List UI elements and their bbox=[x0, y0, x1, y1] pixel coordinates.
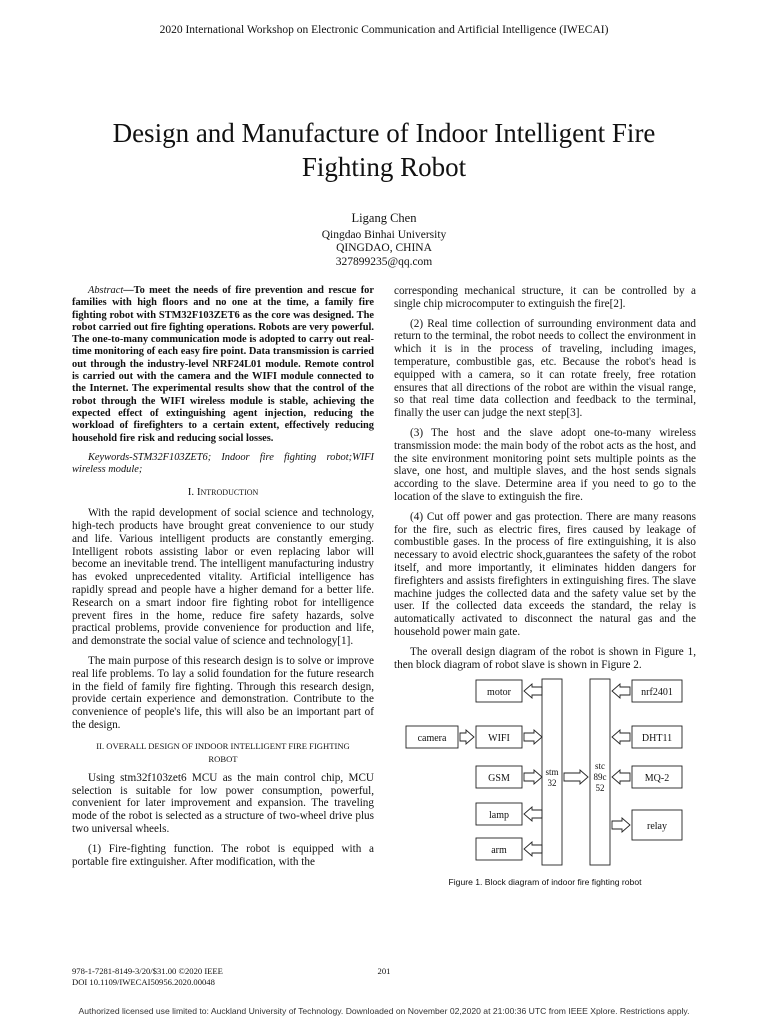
author-block bbox=[234, 212, 534, 269]
arrow-nrf-stc bbox=[612, 684, 630, 698]
stc-label-2: 89c bbox=[593, 772, 607, 783]
stm-label-1: stm bbox=[545, 767, 559, 778]
motor-label: motor bbox=[487, 687, 511, 699]
arm-label: arm bbox=[491, 845, 507, 857]
arrow-stm-arm bbox=[524, 842, 542, 856]
section-heading-introduction: I. Introduction bbox=[187, 486, 259, 499]
stc-label-1: stc bbox=[595, 761, 605, 772]
relay-label: relay bbox=[647, 821, 667, 833]
abstract-text: To meet the needs of fire prevention and rescue for families with high floors and no one at the time, a family fire fighting robot with STM32F103ZET6 as the core was designed. The robot carried out fire fighting operations. Robots are very powerful. The one-to-many communication mode is adopted to carry out real-time monitoring of each easy fire point. Data transmission is carried out through the industry-level NRF24L01 module. Remote control is carried out with the camera and the WIFI module connected to the Internet. The experimental results show that the control of the robot through the WIFI wireless module is stable, achieving the expected effect of extinguishing agent injection, reducing the workload of firefighters to a certain extent, effectively reducing household fire risk and reducing social losses. bbox=[72, 285, 374, 444]
arrow-camera-wifi bbox=[460, 730, 474, 744]
arrow-stm-motor bbox=[524, 684, 542, 698]
design-paragraph-1: Using stm32f103zet6 MCU as the main control chip, MCU selection is suitable for low power consumption, powerful, convenient for later improvement and expansion. The traveling mode of the robot is selected as a structure of two-wheel drive plus two universal wheels. bbox=[72, 771, 374, 835]
section-heading-overall-design: II. OVERALL DESIGN OF INDOOR INTELLIGENT FIRE FIGHTING ROBOT bbox=[96, 740, 350, 764]
arrow-wifi-stm bbox=[524, 730, 542, 744]
author-affiliation: Qingdao Binhai University bbox=[321, 228, 447, 241]
arrow-mq-stc bbox=[612, 770, 630, 784]
stm-label-2: 32 bbox=[547, 778, 557, 789]
nrf-label: nrf2401 bbox=[641, 687, 673, 699]
page-number: 201 bbox=[377, 966, 391, 976]
title-line-2: Fighting Robot bbox=[301, 152, 467, 182]
right-paragraph-3: (4) Cut off power and gas protection. There are many reasons for the fire, such as electric fires, fires caused by leakage of combustible gases. In the process of fire extinguishing, it is also necessary to avoid electric shock,guarantees the safety of the robot itself, and more importantly, it eliminates hidden dangers for firefighters and assists firefighters in extinguishing fires. The slave machine judges the collected data and the safety value set by the user. If the collected data exceeds the standard, the relay is automatically activated to disconnect the natural gas and the household power main gate. bbox=[394, 510, 696, 638]
gsm-label: GSM bbox=[488, 773, 510, 785]
intro-paragraph-2: The main purpose of this research design is to solve or improve real life problems. To lay a solid foundation for the future research in the field of family fire fighting. Through this research design, provide certain experience and demonstration. Contribute to the convenience of people's life, this will also be an important part of the design. bbox=[72, 655, 374, 731]
mq-label: MQ-2 bbox=[644, 773, 670, 785]
stc-label-3: 52 bbox=[595, 783, 605, 794]
author-name: Ligang Chen bbox=[351, 211, 417, 225]
right-paragraph-1: (2) Real time collection of surrounding environment data and return to the terminal, the robot needs to collect the environment in which it is in the process of traveling, including images, temperature, combustible gas, etc. Because the robot's head is equipped with a camera, so it can rotate freely, free rotation ensures that all directions of the robot are within the visual range, so that real time data collection and feedback to the terminal, finally the user can judge the next step[3]. bbox=[394, 317, 696, 420]
arrow-gsm-stm bbox=[524, 770, 542, 784]
wifi-label: WIFI bbox=[488, 733, 510, 745]
design-paragraph-2: (1) Fire-fighting function. The robot is equipped with a portable fire extinguisher. After modification, with the bbox=[72, 842, 374, 868]
dht-label: DHT11 bbox=[641, 733, 673, 745]
footer-doi: DOI 10.1109/IWECAI50956.2020.00048 bbox=[72, 977, 215, 987]
title-line-1: Design and Manufacture of Indoor Intelligent Fire bbox=[112, 118, 656, 148]
footer-isbn: 978-1-7281-8149-3/20/$31.00 ©2020 IEEE bbox=[72, 966, 223, 976]
right-column bbox=[394, 285, 696, 889]
camera-label: camera bbox=[417, 733, 447, 745]
figure-1-caption: Figure 1. Block diagram of indoor fire fighting robot bbox=[448, 877, 642, 888]
abstract-label: Abstract bbox=[88, 285, 124, 296]
right-paragraph-4: The overall design diagram of the robot is shown in Figure 1, then block diagram of robot slave is shown in Figure 2. bbox=[394, 645, 696, 671]
arrow-stc-relay bbox=[612, 818, 630, 832]
authorized-use-notice: Authorized licensed use limited to: Auckland University of Technology. Downloaded on November 02,2020 at 21:00:36 UTC from IEEE Xplore. Restrictions apply. bbox=[78, 1006, 690, 1016]
left-column bbox=[72, 285, 374, 875]
abstract bbox=[72, 285, 374, 445]
figure-1-block-diagram bbox=[394, 678, 696, 874]
intro-paragraph-1: With the rapid development of social science and technology, high-tech products have brought great convenience to our study and life. Various intelligent products are constantly emerging. Intelligent robots assisting labor or even replacing labor will become an inevitable trend. The intelligent manufacturing industry has evoked unprecedented vitality. Artificial intelligence has rapidly spread and people have a higher demand for a better life. Research on a smart indoor fire fighting robot for intelligence prevent fires in the home, reduce fire safety hazards, solve practical problems, provide convenience for production and life, and demonstrate the social value of science and technology[1]. bbox=[72, 507, 374, 648]
arrow-stm-stc-right bbox=[564, 770, 588, 784]
block-diagram-svg bbox=[394, 678, 696, 874]
right-paragraph-2: (3) The host and the slave adopt one-to-many wireless transmission mode: the main body of the robot acts as the host, and the site environment monitoring point sets multiple points as the slave, one host, and multiple slaves, and the host sends signals according to the slave. Determine area if you need to go to the location of the slave to extinguish the fire. bbox=[394, 426, 696, 503]
author-email: 327899235@qq.com bbox=[335, 255, 433, 268]
arrow-stm-lamp bbox=[524, 807, 542, 821]
paper-title bbox=[60, 116, 708, 184]
conference-header: 2020 International Workshop on Electronic Communication and Artificial Intelligence (IWECAI) bbox=[159, 24, 609, 36]
abstract-dash: — bbox=[123, 285, 134, 296]
author-location: QINGDAO, CHINA bbox=[336, 242, 432, 254]
right-paragraph-0: corresponding mechanical structure, it can be controlled by a single chip microcomputer to extinguish the fire[2]. bbox=[394, 285, 696, 310]
keywords: Keywords-STM32F103ZET6; Indoor fire fighting robot;WIFI wireless module; bbox=[72, 451, 374, 476]
footer-identifiers bbox=[72, 966, 223, 988]
lamp-label: lamp bbox=[489, 810, 509, 822]
arrow-dht-stc bbox=[612, 730, 630, 744]
